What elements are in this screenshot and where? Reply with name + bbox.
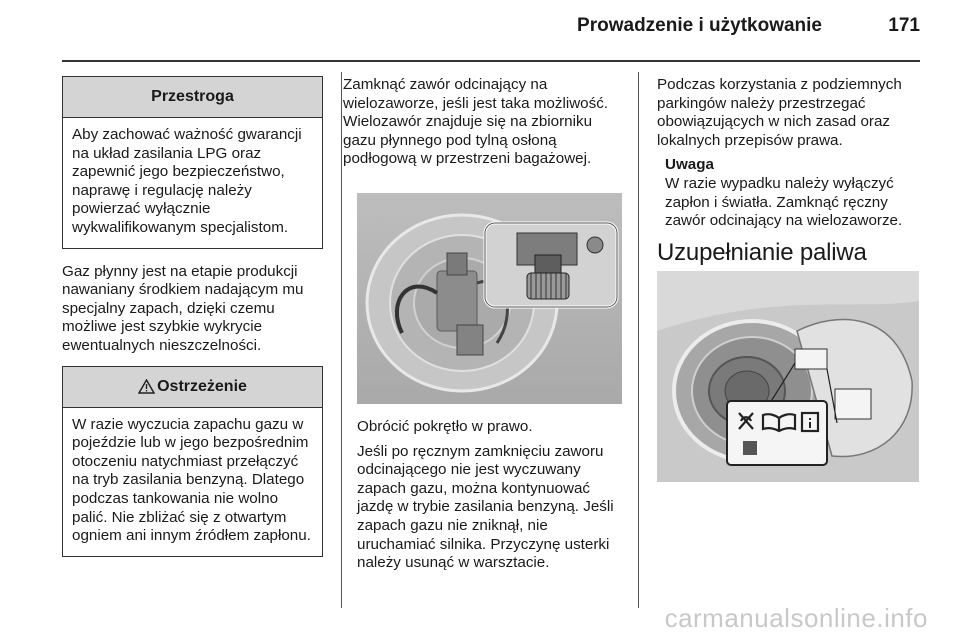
fuel-filler-flap-illustration	[657, 271, 919, 482]
warning-box-title: Ostrzeżenie	[157, 377, 247, 395]
warning-box-body: W razie wyczucia zapachu gazu w pojeździe lub w jego bezpośrednim otoczeniu natychmiast przełączyć na tryb zasilania benzyną. Dlatego podczas tankowania nie wolno palić. Nie zbliżać się z otwartym ogniem ani innym źródłem zapłonu.	[72, 415, 311, 545]
parking-paragraph: Podczas korzystania z podziemnych parkingów należy przestrzegać obowiązujących w nich zasad oraz lokalnych przepisów prawa.	[657, 76, 902, 149]
caution-box-title: Przestroga	[63, 77, 322, 118]
column-2-lower	[357, 418, 627, 573]
note-block	[657, 156, 922, 230]
caution-box-body: Aby zachować ważność gwarancji na układ zasilania LPG oraz zapewnić jego bezpieczeństwo, naprawę i regulację należy powierzać wyłącznie wykwalifikowanym specjalistom.	[72, 126, 302, 236]
note-body: W razie wypadku należy wyłączyć zapłon i światła. Zamknąć ręczny zawór odcinający na wielozaworze.	[665, 174, 903, 230]
odor-paragraph: Gaz płynny jest na etapie produkcji nawaniany środkiem nadającym mu specjalny zapach, dzięki czemu możliwe jest szybkie wykrycie ewentualnych nieszczelności.	[62, 262, 304, 354]
warning-box	[62, 366, 323, 557]
warning-triangle-icon	[138, 379, 155, 394]
section-heading: Uzupełnianie paliwa	[657, 238, 867, 266]
watermark: carmanualsonline.info	[664, 603, 928, 633]
shutoff-valve-paragraph: Zamknąć zawór odcinający na wielozaworze, jeśli jest taka możliwość. Wielozawór znajduje się na zbiorniku gazu płynnego pod tylną osłoną podłogową w przestrzeni bagażowej.	[343, 76, 609, 168]
column-divider-2	[638, 72, 639, 608]
header-rule	[62, 60, 920, 62]
column-3	[657, 76, 922, 267]
caution-box	[62, 76, 323, 249]
turn-knob-instruction: Obrócić pokrętło w prawo.	[357, 418, 533, 435]
note-label: Uwaga	[665, 156, 714, 174]
warning-box-header	[63, 367, 322, 408]
running-header-title: Prowadzenie i użytkowanie	[577, 15, 822, 36]
continue-driving-paragraph: Jeśli po ręcznym zamknięciu zaworu odcinającego nie jest wyczuwany zapach gazu, można kontynuować jazdę w trybie zasilania benzyną. Jeśli zapach gazu nie zniknął, nie uruchamiać silnika. Przyczynę usterki należy usunąć w warsztacie.	[357, 442, 614, 572]
column-1	[62, 76, 323, 557]
column-2	[343, 76, 627, 169]
page-number: 171	[888, 15, 920, 36]
lpg-multivalve-illustration	[357, 193, 622, 404]
column-divider-1	[341, 72, 342, 608]
